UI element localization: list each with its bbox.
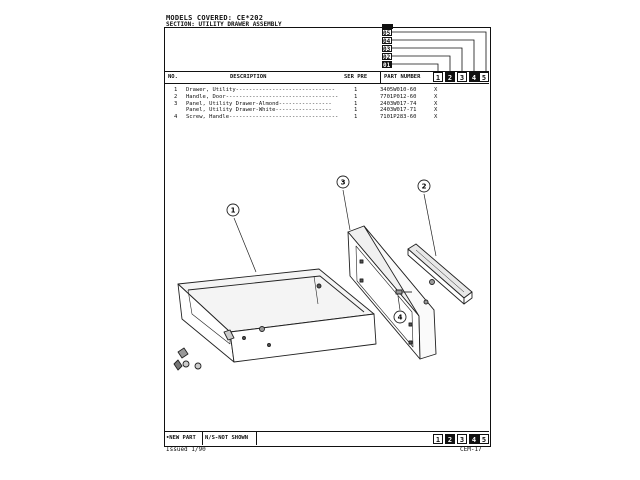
callout-1: 1 xyxy=(230,206,236,215)
series-box-3: 3 xyxy=(457,72,467,82)
footer-series-box-5: 5 xyxy=(479,434,489,444)
serial-code-01: 01 xyxy=(383,62,391,69)
callout-2: 2 xyxy=(421,182,427,191)
footer-bar xyxy=(164,431,489,445)
part-description: Panel, Utility Drawer-White----------------- xyxy=(186,107,332,114)
part-no: 3 xyxy=(174,100,178,107)
part-mark: X xyxy=(434,114,438,121)
part-number: 2403W017-74 xyxy=(380,100,417,107)
series-box-4: 4 xyxy=(469,72,479,82)
serial-code-02: 02 xyxy=(383,54,391,61)
part-description: Drawer, Utility------------------------------ xyxy=(186,87,336,93)
part-no: 4 xyxy=(174,114,178,121)
serial-code-03: 03 xyxy=(383,46,391,53)
part-number: 7101P283-60 xyxy=(380,114,417,121)
serial-code-05: 05 xyxy=(383,30,391,37)
part-mark: X xyxy=(434,107,438,114)
footer-divider xyxy=(202,432,203,445)
footer-divider xyxy=(256,432,257,445)
exploded-diagram xyxy=(164,14,491,434)
footer-series-box-3: 3 xyxy=(457,434,467,444)
col-ser-pre: SER PRE xyxy=(344,74,368,80)
series-box-2: 2 xyxy=(445,72,455,82)
part-description: Handle, Door---------------------------------- xyxy=(186,93,339,100)
drawer-illustration xyxy=(178,269,376,362)
part-no: 1 xyxy=(174,87,178,93)
not-shown-legend: N/S-NOT SHOWN xyxy=(205,435,249,441)
part-qty: 1 xyxy=(354,93,358,100)
part-mark: X xyxy=(434,93,438,100)
part-mark: X xyxy=(434,87,438,93)
part-number: 3405W010-60 xyxy=(380,87,417,93)
part-qty: 1 xyxy=(354,107,358,114)
section-title: SECTION: UTILITY DRAWER ASSEMBLY xyxy=(166,21,282,28)
col-part-number: PART NUMBER xyxy=(384,74,421,80)
part-description: Screw, Handle--------------------------------- xyxy=(186,114,339,121)
part-qty: 1 xyxy=(354,114,358,121)
callout-4: 4 xyxy=(397,313,403,322)
part-mark: X xyxy=(434,100,438,107)
page-reference: CEM-17 xyxy=(460,446,482,453)
serial-code-04: 04 xyxy=(383,38,391,45)
part-no: 2 xyxy=(174,93,178,100)
part-qty: 1 xyxy=(354,87,358,93)
issued-date: Issued 1/90 xyxy=(166,446,206,453)
new-part-legend: •NEW PART xyxy=(166,435,196,441)
footer-series-box-1: 1 xyxy=(433,434,443,444)
footer-series-box-4: 4 xyxy=(469,434,479,444)
footer-series-box-2: 2 xyxy=(445,434,455,444)
col-description: DESCRIPTION xyxy=(230,74,267,80)
col-no: NO. xyxy=(168,74,178,80)
series-box-5: 5 xyxy=(479,72,489,82)
part-description: Panel, Utility Drawer-Almond---------------- xyxy=(186,100,332,107)
part-number: 7701P012-60 xyxy=(380,93,417,100)
models-covered: MODELS COVERED: CE*202 xyxy=(166,14,264,22)
part-qty: 1 xyxy=(354,100,358,107)
hardware-illustration xyxy=(174,348,201,370)
series-box-1: 1 xyxy=(433,72,443,82)
parts-sheet xyxy=(164,14,491,454)
part-number: 2403W017-71 xyxy=(380,107,417,114)
callout-3: 3 xyxy=(340,178,346,187)
